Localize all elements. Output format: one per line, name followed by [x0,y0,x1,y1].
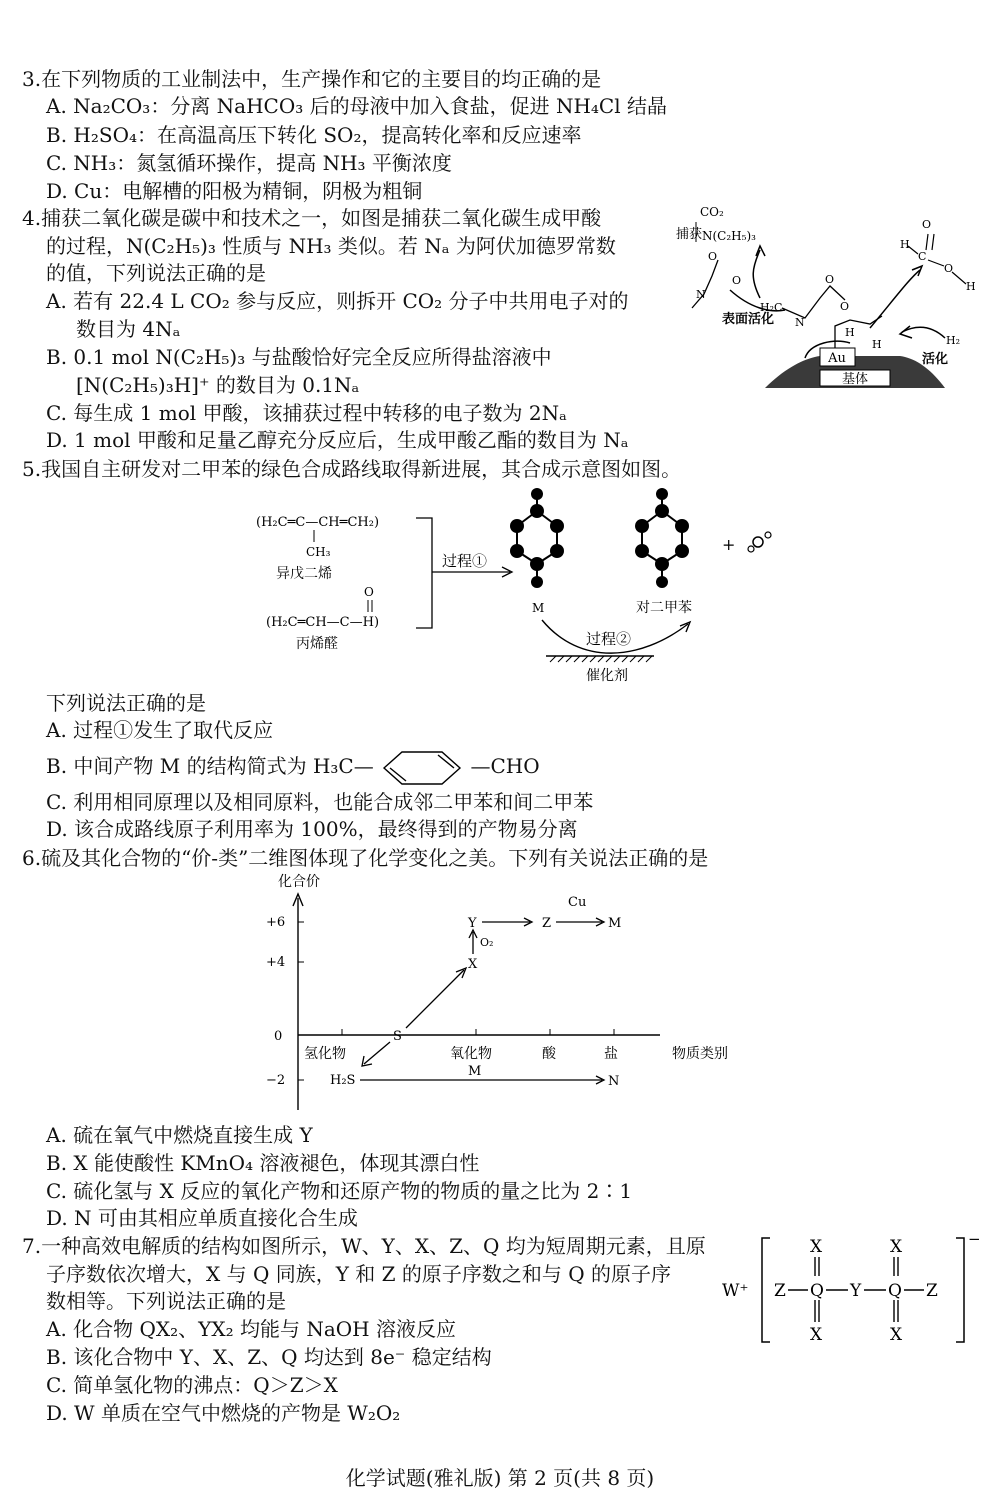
formic-c: C [918,250,927,263]
middle-o1: O [825,273,835,286]
base-label: 基体 [841,372,869,387]
middle-n: N [795,316,805,329]
activate-arrowhead [900,326,912,338]
product-arrow [870,270,920,328]
q6-option-b: B. X 能使酸性 KMnO₄ 溶液褪色，体现其漂白性 [46,1151,480,1175]
q7-stem-line2: 子序数依次增大，X 与 Q 同族，Y 和 Z 的原子序数之和与 Q 的原子序 [46,1262,671,1286]
q6-option-a: A. 硫在氧气中燃烧直接生成 Y [46,1123,313,1147]
q4-option-b-line2: [N(C₂H₅)₃H]⁺ 的数目为 0.1Nₐ [76,373,360,397]
formic-o1: O [922,218,932,231]
valence-category-diagram [260,870,780,1120]
atom-x2: X [890,1237,903,1257]
x-cat-salt: 盐 [604,1046,618,1062]
pt-n: N [608,1074,620,1089]
q7-stem-line1: 7.一种高效电解质的结构如图所示，W、Y、X、Z、Q 均为短周期元素，且原 [22,1234,706,1258]
q4-stem-line1: 4.捕获二氧化碳是碳中和技术之一，如图是捕获二氧化碳生成甲酸 [22,206,602,230]
q7-stem-line3: 数相等。下列说法正确的是 [46,1289,286,1313]
y-tick-0: 0 [274,1029,283,1044]
carbamate-o1: O [708,250,718,263]
atom-x1: X [810,1237,823,1257]
q5-option-d: D. 该合成路线原子利用率为 100%，最终得到的产物易分离 [46,817,578,841]
middle-bonds [782,286,845,318]
pt-h2s: H₂S [330,1073,356,1088]
pt-z: Z [542,916,552,931]
q4-option-a-line1: A. 若有 22.4 L CO₂ 参与反应，则拆开 CO₂ 分子中共用电子对的 [46,289,629,313]
arrow-s-h2s [364,1042,390,1064]
q4-option-c: C. 每生成 1 mol 甲酸，该捕获过程中转移的电子数为 2Nₐ [46,401,567,425]
anion-charge: − [968,1230,981,1248]
y-axis-title: 化合价 [278,874,320,890]
h-left: H [845,326,855,339]
o2-label: O₂ [480,936,494,949]
h2-label: H₂ [946,334,961,347]
q5-stem: 5.我国自主研发对二甲苯的绿色合成路线取得新进展，其合成示意图如图。 [22,457,682,481]
co2-label: CO₂ [700,205,724,219]
formic-bonds [908,234,966,284]
catalyst-label: 催化剂 [586,668,628,684]
atom-y: Y [850,1281,862,1301]
x-axis-title: 物质类别 [672,1046,728,1062]
x-cat-acid: 酸 [542,1046,556,1062]
q4-option-d: D. 1 mol 甲酸和足量乙醇充分反应后，生成甲酸乙酯的数目为 Nₐ [46,428,629,452]
process1-label: 过程① [442,552,488,570]
q7-option-d: D. W 单质在空气中燃烧的产物是 W₂O₂ [46,1401,401,1425]
isoprene-sub: CH₃ [306,545,331,559]
m-label: M [532,601,545,615]
page-footer: 化学试题(雅礼版) 第 2 页(共 8 页) [345,1466,655,1490]
atom-q1: Q [810,1281,824,1301]
capture-arrowhead [756,246,765,256]
q3-option-a: A. Na₂CO₃：分离 NaHCO₃ 后的母液中加入食盐，促进 NH₄Cl 结晶 [46,94,667,118]
arrow-s-x [406,970,464,1028]
pxylene-synthesis-figure [240,486,800,686]
q4-stem-line2: 的过程，N(C₂H₅)₃ 性质与 NH₃ 类似。若 Nₐ 为阿伏加德罗常数 [46,234,616,258]
q7-option-a: A. 化合物 QX₂、YX₂ 均能与 NaOH 溶液反应 [46,1317,456,1341]
pt-y: Y [468,916,477,931]
q3-option-d: D. Cu：电解槽的阳极为精铜，阴极为粗铜 [46,179,423,203]
water-molecule [748,532,771,552]
q5-option-b-suffix: —CHO [470,754,540,778]
bracket-left [762,1238,770,1342]
carbamate-n: N [696,288,706,301]
q6-option-c: C. 硫化氢与 X 反应的氧化产物和还原产物的物质的量之比为 2∶1 [46,1179,633,1203]
plus-sign: + [722,535,736,554]
capture-curved-arrow [753,250,760,298]
atom-z1: Z [774,1281,786,1301]
cation-w: W⁺ [722,1281,749,1301]
co2-capture-figure [670,198,990,398]
amine-label: N(C₂H₅)₃ [702,229,756,243]
h2c-label: H₂C [760,301,783,314]
x-cat-oxide: 氧化物 [450,1046,492,1062]
atom-z2: Z [926,1281,938,1301]
q7-option-b: B. 该化合物中 Y、X、Z、Q 均达到 8e⁻ 稳定结构 [46,1345,492,1369]
pt-m-top: M [608,916,622,931]
activate-label: 活化 [922,352,949,367]
q5-option-a: A. 过程①发生了取代反应 [46,718,274,742]
q6-stem: 6.硫及其化合物的“价-类”二维图体现了化学变化之美。下列有关说法正确的是 [22,846,709,870]
cu-label: Cu [568,895,587,910]
surface-label: 表面活化 [722,312,775,327]
atom-x3: X [810,1325,823,1345]
cyclohexadiene-ring [380,748,464,788]
catalyst-hatch [550,656,652,662]
q7-option-c: C. 简单氢化物的沸点：Q＞Z＞X [46,1373,338,1397]
y-tick-minus2: −2 [266,1073,286,1088]
formic-h: H [900,238,910,251]
q5-option-c: C. 利用相同原理以及相同原料，也能合成邻二甲苯和间二甲苯 [46,790,594,814]
atom-q2: Q [888,1281,902,1301]
q4-option-a-line2: 数目为 4Nₐ [76,317,181,341]
au-label: Au [828,351,846,366]
acrolein-name: 丙烯醛 [296,636,338,652]
x-cat-hydride: 氢化物 [304,1046,346,1062]
electrolyte-structure [718,1230,984,1350]
product-arrowhead [912,266,922,276]
q3-option-b: B. H₂SO₄：在高温高压下转化 SO₂，提高转化率和反应速率 [46,123,582,147]
q3-stem: 3.在下列物质的工业制法中，生产操作和它的主要目的均正确的是 [22,67,602,91]
capture-label: 捕获 [676,227,703,242]
acrolein-o: O [364,585,374,599]
y-tick-plus4: +4 [266,955,286,970]
y-tick-plus6: +6 [266,915,286,930]
formic-o2: O [944,262,954,275]
q5-ask: 下列说法正确的是 [46,691,206,715]
q4-option-b-line1: B. 0.1 mol N(C₂H₅)₃ 与盐酸恰好完全反应所得盐溶液中 [46,345,552,369]
isoprene-name: 异戊二烯 [276,566,332,582]
q3-option-c: C. NH₃：氮氢循环操作，提高 NH₃ 平衡浓度 [46,151,452,175]
isoprene-formula: (H₂C═C—CH═CH₂) [256,515,380,530]
h-right: H [872,338,882,351]
bracket-right [956,1238,964,1342]
carbamate-o2: O [732,274,742,287]
process1-bracket [416,518,510,628]
q5-option-b [46,753,540,779]
acrolein-formula: (H₂C═CH—C—H) [266,615,380,630]
pt-x: X [468,957,478,972]
pt-m-low: M [468,1064,482,1079]
px-label: 对二甲苯 [636,600,692,616]
pt-s: S [393,1029,402,1044]
q4-stem-line3: 的值，下列说法正确的是 [46,261,266,285]
middle-o2: O [840,300,850,313]
atom-x4: X [890,1325,903,1345]
formic-h2: H [966,280,976,293]
q6-option-d: D. N 可由其相应单质直接化合生成 [46,1206,358,1230]
process2-label: 过程② [586,630,632,648]
q5-option-b-prefix: B. 中间产物 M 的结构简式为 H₃C— [46,754,374,778]
